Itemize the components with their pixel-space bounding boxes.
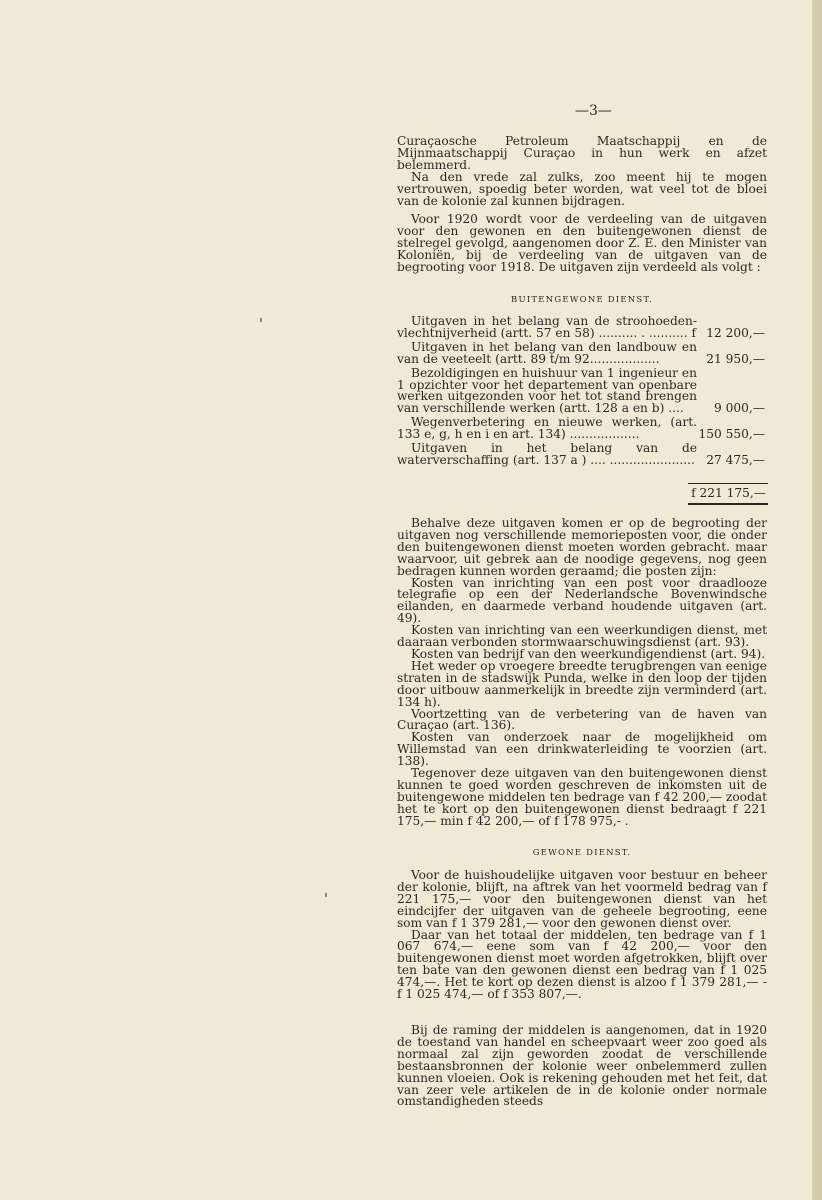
- distribution-section: [397, 214, 767, 274]
- expense-item: Uitgaven in het belang van den landbouw en van de veeteelt (artt. 89 t/m 92.................. 21 950,—: [397, 339, 765, 366]
- page-edge: [812, 0, 822, 1200]
- paragraph: Curaçaosche Petroleum Maatschappij en de Mijnmaatschappij Curaçao in hun werk en afzet belemmerd.: [397, 134, 767, 172]
- paragraph: Het weder op vroegere breedte terugbrengen van eenige straten in de stadswijk Punda, welke in den loop der tijden door uitbouw aanmerkelijk in breedte zijn verminderd (art. 134 h).: [397, 658, 767, 709]
- paragraph: Voor de huishoudelijke uitgaven voor bestuur en beheer der kolonie, blijft, na aftrek van het voormeld bedrag van f 221 175,— voor den buitengewonen dienst van het eindcijfer der uitgaven van de geheele begrooting, eene som van f 1 379 281,— voor den gewonen dienst over.: [397, 868, 767, 930]
- paragraph: Daar van het totaal der middelen, ten bedrage van f 1 067 674,— eene som van f 42 200,— voor den buitengewonen dienst moet worden afgetrokken, blijft over ten bate van den gewonen dienst een bedrag van f 1 025 474,—. Het te kort op dezen dienst is alzoo f 1 379 281,— - f 1 025 474,— of f 353 807,—.: [397, 927, 767, 1002]
- ink-speck: [325, 893, 327, 897]
- paragraph: Voortzetting van de verbetering van de haven van Curaçao (art. 136).: [397, 706, 767, 733]
- heading-gewone-dienst: GEWONE DIENST.: [532, 848, 632, 858]
- expense-item: Uitgaven in het belang van de stroohoeden-vlechtnijverheid (artt. 57 en 58) .......... . .......... f 12 200,—: [397, 314, 765, 340]
- raming-section: [397, 1025, 767, 1108]
- expense-amount: 21 950,—: [706, 351, 765, 366]
- ink-speck: [260, 318, 262, 322]
- paragraph: Kosten van inrichting van een post voor draadlooze telegrafie op een der Nederlandsche Bovenwindsche eilanden, en daarmede verband houdende uitgaven (art. 49).: [397, 575, 767, 626]
- paragraph: Kosten van inrichting van een weerkundigen dienst, met daaraan verbonden stormwaarschuwingsdienst (art. 93).: [397, 623, 767, 650]
- expense-total: f 221 175,—: [691, 486, 766, 500]
- gewone-dienst-section: [397, 870, 767, 1001]
- page-number: —3—: [575, 103, 612, 119]
- expense-item: Bezoldigingen en huishuur van 1 ingenieur en 1 opzichter voor het departement van openbare werken uitgezonden voor het tot stand brengen van verschillende werken (artt. 128 a en b) .... 9 000,—: [397, 365, 765, 416]
- sum-rule: [688, 483, 768, 484]
- expense-item: Uitgaven in het belang van de waterverschaffing (art. 137 a ) .... ...................... 27 475,—: [397, 441, 765, 467]
- expense-amount: 9 000,—: [714, 401, 765, 416]
- paragraph: Tegenover deze uitgaven van den buitengewonen dienst kunnen te goed worden geschreven de inkomsten uit de buitengewone middelen ten bedrage van f 42 200,— zoodat het te kort op den buitengewonen dienst bedraagt f 221 175,— min f 42 200,— of f 178 975,- .: [397, 766, 767, 828]
- paragraph: Behalve deze uitgaven komen er op de begrooting der uitgaven nog verschillende memorieposten voor, die onder den buitengewonen dienst moeten worden gebracht. maar waarvoor, uit gebrek aan de noodige gegevens, nog geen bedragen kunnen worden geraamd; die posten zijn:: [397, 516, 767, 578]
- total-double-rule: [688, 503, 768, 505]
- paragraph: Voor 1920 wordt voor de verdeeling van de uitgaven voor den gewonen en den buitengewonen dienst de stelregel gevolgd, aangenomen door Z. E. den Minister van Koloniën, bij de verdeeling van de uitgaven van de begrooting voor 1918. De uitgaven zijn verdeeld als volgt :: [397, 212, 767, 274]
- intro-section: [397, 136, 767, 207]
- expense-list: [397, 316, 767, 467]
- paragraph: Bij de raming der middelen is aangenomen, dat in 1920 de toestand van handel en scheepvaart weer zoo goed als normaal zal zijn geworden zoodat de verschillende bestaansbronnen der kolonie weer onbelemmerd zullen kunnen vloeien. Ook is rekening gehouden met het feit, dat van zeer vele artikelen de in de kolonie onder normale omstandigheden steeds: [397, 1023, 767, 1109]
- expense-amount: 12 200,—: [706, 325, 765, 340]
- memorie-section: [397, 518, 767, 828]
- expense-item: Wegenverbetering en nieuwe werken, (art. 133 e, g, h en i en art. 134) .................. 150 550,—: [397, 415, 765, 442]
- paragraph: Kosten van onderzoek naar de mogelijkheid om Willemstad van een drinkwaterleiding te voorzien (art. 138).: [397, 730, 767, 769]
- expense-amount: 150 550,—: [698, 427, 765, 442]
- paragraph: Na den vrede zal zulks, zoo meent hij te mogen vertrouwen, spoedig beter worden, wat veel tot de bloei van de kolonie zal kunnen bijdragen.: [397, 169, 767, 208]
- paragraph: Kosten van bedrijf van den weerkundigendienst (art. 94).: [411, 646, 766, 661]
- expense-amount: 27 475,—: [706, 452, 765, 467]
- heading-buitengewone-dienst: BUITENGEWONE DIENST.: [511, 295, 653, 305]
